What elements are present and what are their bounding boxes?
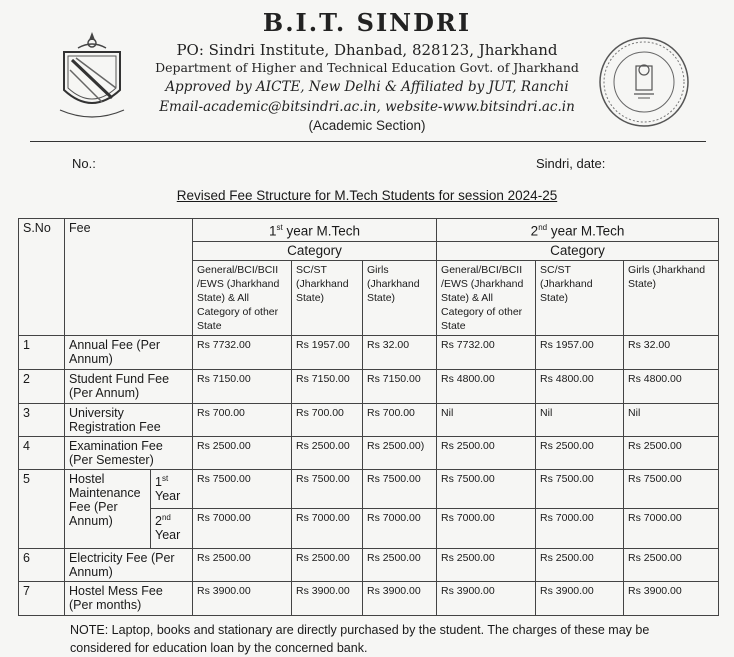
table-row xyxy=(19,581,719,615)
approval-line: Approved by AICTE, New Delhi & Affiliated by JUT, Ranchi xyxy=(165,79,569,95)
fee-value: Nil xyxy=(536,403,624,436)
header-divider xyxy=(30,141,706,142)
row-fee-name: Annual Fee (Per Annum) xyxy=(65,335,193,369)
fee-value: Rs 3900.00 xyxy=(292,581,363,615)
fee-value: Rs 7000.00 xyxy=(437,508,536,548)
fee-value: Rs 700.00 xyxy=(292,403,363,436)
fee-value: Nil xyxy=(624,403,719,436)
table-row xyxy=(19,335,719,369)
reference-number: No.: xyxy=(72,156,96,171)
footer-note: NOTE: Laptop, books and stationary are directly purchased by the student. The charges of these may be considered for education loan by the concerned bank. xyxy=(70,623,650,655)
row-fee-name: Electricity Fee (Per Annum) xyxy=(65,548,193,581)
category-scst: SC/ST (Jharkhand State) xyxy=(292,260,363,335)
fee-value: Rs 3900.00 xyxy=(193,581,292,615)
row-fee-name: Examination Fee (Per Semester) xyxy=(65,436,193,469)
fee-value: Rs 7000.00 xyxy=(624,508,719,548)
row-sno: 5 xyxy=(19,469,65,548)
fee-value: Rs 2500.00 xyxy=(437,548,536,581)
fee-value: Rs 4800.00 xyxy=(536,369,624,403)
row-sno: 1 xyxy=(19,335,65,369)
fee-value: Rs 2500.00 xyxy=(363,548,437,581)
category-general: General/BCI/BCII /EWS (Jharkhand State) & All Category of other State xyxy=(193,260,292,335)
category-girls: Girls (Jharkhand State) xyxy=(363,260,437,335)
fee-value: Rs 2500.00 xyxy=(292,436,363,469)
row-fee-name: Hostel Maintenance Fee (Per Annum) xyxy=(65,469,151,548)
category-scst: SC/ST (Jharkhand State) xyxy=(536,260,624,335)
fee-value: Rs 7500.00 xyxy=(437,469,536,508)
institute-title: B.I.T. SINDRI xyxy=(262,8,472,37)
fee-value: Rs 3900.00 xyxy=(624,581,719,615)
category-general: General/BCI/BCII /EWS (Jharkhand State) & All Category of other State xyxy=(437,260,536,335)
row-fee-name: Hostel Mess Fee (Per months) xyxy=(65,581,193,615)
fee-value: Rs 32.00 xyxy=(624,335,719,369)
fee-value: Rs 7500.00 xyxy=(193,469,292,508)
fee-value: Rs 2500.00 xyxy=(624,548,719,581)
year2-header: 2nd year M.Tech xyxy=(437,219,719,242)
fee-value: Rs 2500.00 xyxy=(536,548,624,581)
hostel-year-label: 1st Year xyxy=(151,469,193,508)
fee-value: Rs 7000.00 xyxy=(363,508,437,548)
table-row xyxy=(19,436,719,469)
fee-value: Rs 7732.00 xyxy=(437,335,536,369)
row-fee-name: University Registration Fee xyxy=(65,403,193,436)
fee-value: Rs 2500.00 xyxy=(292,548,363,581)
year1-header: 1st year M.Tech xyxy=(193,219,437,242)
fee-value: Rs 700.00 xyxy=(193,403,292,436)
table-row xyxy=(19,548,719,581)
fee-value: Rs 7000.00 xyxy=(536,508,624,548)
section-line: (Academic Section) xyxy=(308,118,426,133)
year2-category-header: Category xyxy=(437,241,719,260)
fee-value: Rs 1957.00 xyxy=(292,335,363,369)
fee-value: Rs 7000.00 xyxy=(193,508,292,548)
fee-value: Rs 2500.00) xyxy=(363,436,437,469)
fee-value: Rs 7732.00 xyxy=(193,335,292,369)
row-sno: 2 xyxy=(19,369,65,403)
fee-value: Rs 1957.00 xyxy=(536,335,624,369)
letterhead xyxy=(0,0,734,140)
table-row xyxy=(19,369,719,403)
year1-category-header: Category xyxy=(193,241,437,260)
institute-address: PO: Sindri Institute, Dhanbad, 828123, Jharkhand xyxy=(176,41,558,59)
fee-value: Rs 2500.00 xyxy=(193,436,292,469)
column-header-sno: S.No xyxy=(19,219,65,336)
contact-line: Email-academic@bitsindri.ac.in, website-www.bitsindri.ac.in xyxy=(159,99,575,115)
fee-value: Rs 3900.00 xyxy=(536,581,624,615)
category-girls: Girls (Jharkhand State) xyxy=(624,260,719,335)
column-header-fee: Fee xyxy=(65,219,193,336)
fee-table xyxy=(18,218,719,616)
fee-value: Rs 7500.00 xyxy=(363,469,437,508)
fee-value: Rs 2500.00 xyxy=(193,548,292,581)
fee-value: Rs 2500.00 xyxy=(624,436,719,469)
fee-value: Rs 7500.00 xyxy=(624,469,719,508)
hostel-year-label: 2nd Year xyxy=(151,508,193,548)
fee-value: Rs 4800.00 xyxy=(624,369,719,403)
fee-value: Rs 700.00 xyxy=(363,403,437,436)
fee-value: Rs 3900.00 xyxy=(363,581,437,615)
table-row xyxy=(19,403,719,436)
row-sno: 6 xyxy=(19,548,65,581)
fee-value: Rs 2500.00 xyxy=(536,436,624,469)
table-row xyxy=(19,469,719,508)
row-sno: 4 xyxy=(19,436,65,469)
fee-value: Rs 7150.00 xyxy=(363,369,437,403)
reference-date: Sindri, date: xyxy=(536,156,606,171)
fee-value: Rs 7150.00 xyxy=(193,369,292,403)
fee-value: Rs 4800.00 xyxy=(437,369,536,403)
department-line: Department of Higher and Technical Education Govt. of Jharkhand xyxy=(155,60,579,75)
fee-value: Rs 2500.00 xyxy=(437,436,536,469)
document-title: Revised Fee Structure for M.Tech Students for session 2024-25 xyxy=(176,188,558,203)
fee-value: Rs 7500.00 xyxy=(536,469,624,508)
fee-value: Rs 3900.00 xyxy=(437,581,536,615)
fee-value: Rs 7000.00 xyxy=(292,508,363,548)
row-fee-name: Student Fund Fee (Per Annum) xyxy=(65,369,193,403)
row-sno: 7 xyxy=(19,581,65,615)
row-sno: 3 xyxy=(19,403,65,436)
fee-value: Rs 32.00 xyxy=(363,335,437,369)
fee-value: Nil xyxy=(437,403,536,436)
fee-value: Rs 7500.00 xyxy=(292,469,363,508)
fee-value: Rs 7150.00 xyxy=(292,369,363,403)
